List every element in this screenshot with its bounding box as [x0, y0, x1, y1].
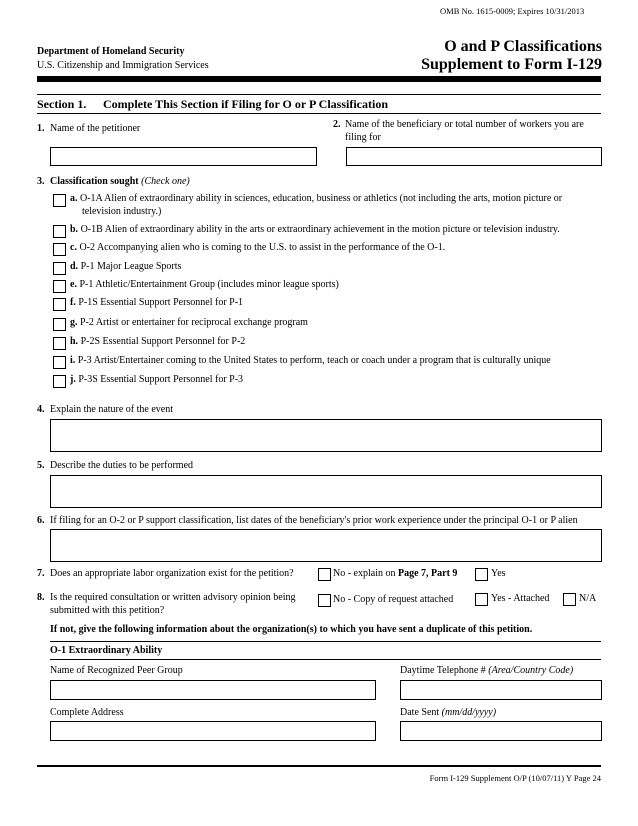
- q2-label: Name of the beneficiary or total number of workers you are: [345, 119, 584, 130]
- option-i-text: P-3 Artist/Entertainer coming to the United States to perform, teach or coach under a program that is culturally unique: [77, 355, 551, 366]
- option-b: [70, 224, 560, 235]
- footer-rule: [37, 765, 601, 767]
- option-d: [70, 261, 181, 272]
- q8-label-2: submitted with this petition?: [50, 605, 165, 616]
- date-hint: (mm/dd/yyyy): [441, 707, 497, 718]
- q6-label: If filing for an O-2 or P support classification, list dates of the beneficiary's prior work experience under the principal O-1 or P alien: [50, 515, 578, 526]
- option-b-text: O-1B Alien of extraordinary ability in the arts or extraordinary achievement in the motion picture or television industry.: [80, 224, 560, 235]
- option-i-letter: i.: [70, 355, 76, 366]
- option-e-text: P-1 Athletic/Entertainment Group (includes minor league sports): [79, 279, 339, 290]
- q8-no-checkbox[interactable]: [318, 594, 331, 607]
- option-j-letter: j.: [70, 374, 76, 385]
- section-label: Section 1.: [37, 97, 87, 111]
- q7-no-page-ref: Page 7, Part 9: [398, 568, 458, 579]
- peer-group-input[interactable]: [50, 680, 376, 700]
- q4-label: Explain the nature of the event: [50, 404, 174, 415]
- q7-yes-label: Yes: [491, 568, 506, 579]
- option-e-letter: e.: [70, 279, 77, 290]
- q7-no-label: [333, 568, 457, 579]
- option-g-letter: g.: [70, 317, 78, 328]
- option-c-letter: c.: [70, 242, 77, 253]
- address-input[interactable]: [50, 721, 376, 741]
- option-f: [70, 297, 243, 308]
- section-title: Complete This Section if Filing for O or P Classification: [103, 97, 388, 111]
- option-j: [70, 374, 243, 385]
- option-e-checkbox[interactable]: [53, 280, 66, 293]
- option-a-text: O-1A Alien of extraordinary ability in sciences, education, business or athletics (not including the arts, motion picture or: [80, 193, 563, 204]
- q3-hint: (Check one): [141, 176, 190, 187]
- option-d-letter: d.: [70, 261, 79, 272]
- q4-number: 4.: [37, 404, 45, 415]
- option-c-text: O-2 Accompanying alien who is coming to the U.S. to assist in the performance of the O-1.: [79, 242, 446, 253]
- q3-label-text: Classification sought: [50, 176, 139, 187]
- q7-number: 7.: [37, 568, 45, 579]
- date-sent-label: [400, 707, 496, 718]
- option-j-text: P-3S Essential Support Personnel for P-3: [78, 374, 244, 385]
- option-g-text: P-2 Artist or entertainer for reciprocal exchange program: [80, 317, 308, 328]
- prior-work-input[interactable]: [50, 529, 602, 562]
- q8-yes-label: Yes - Attached: [491, 593, 550, 604]
- option-d-text: P-1 Major League Sports: [80, 261, 182, 272]
- option-a-checkbox[interactable]: [53, 194, 66, 207]
- q1-number: 1.: [37, 123, 45, 134]
- option-c-checkbox[interactable]: [53, 243, 66, 256]
- q2-number: 2.: [333, 119, 341, 130]
- option-h: [70, 336, 245, 347]
- agency: U.S. Citizenship and Immigration Services: [37, 60, 209, 71]
- header-rule: [37, 76, 601, 82]
- section-rule-bottom: [37, 113, 601, 114]
- form-subtitle: Supplement to Form I-129: [421, 56, 602, 73]
- phone-label-text: Daytime Telephone #: [400, 665, 486, 676]
- option-b-checkbox[interactable]: [53, 225, 66, 238]
- q8-no-label: No - Copy of request attached: [333, 594, 454, 605]
- option-i: [70, 355, 551, 366]
- q8-na-checkbox[interactable]: [563, 593, 576, 606]
- option-f-text: P-1S Essential Support Personnel for P-1: [78, 297, 244, 308]
- petitioner-name-input[interactable]: [50, 147, 317, 166]
- q1-label: Name of the petitioner: [50, 123, 141, 134]
- q2-label-2: filing for: [345, 132, 381, 143]
- department: Department of Homeland Security: [37, 46, 185, 57]
- q5-label: Describe the duties to be performed: [50, 460, 194, 471]
- option-h-letter: h.: [70, 336, 79, 347]
- option-a-letter: a.: [70, 193, 78, 204]
- option-d-checkbox[interactable]: [53, 262, 66, 275]
- o1-rule-bottom: [50, 659, 601, 660]
- q5-number: 5.: [37, 460, 45, 471]
- o1-title: O-1 Extraordinary Ability: [50, 645, 163, 656]
- option-i-checkbox[interactable]: [53, 356, 66, 369]
- q8-number: 8.: [37, 592, 45, 603]
- event-nature-input[interactable]: [50, 419, 602, 452]
- q3-label: [50, 176, 190, 187]
- date-label-text: Date Sent: [400, 707, 440, 718]
- option-h-text: P-2S Essential Support Personnel for P-2: [80, 336, 246, 347]
- q8-na-label: N/A: [579, 593, 597, 604]
- q8-label: Is the required consultation or written advisory opinion being: [50, 592, 296, 603]
- option-j-checkbox[interactable]: [53, 375, 66, 388]
- option-c: [70, 242, 445, 253]
- beneficiary-name-input[interactable]: [346, 147, 602, 166]
- q7-label: Does an appropriate labor organization exist for the petition?: [50, 568, 294, 579]
- option-g: [70, 317, 308, 328]
- omb-number: OMB No. 1615-0009; Expires 10/31/2013: [440, 6, 585, 16]
- q7-no-text: No - explain on: [333, 568, 396, 579]
- section-rule: [37, 94, 601, 95]
- phone-label: [400, 665, 573, 676]
- option-f-checkbox[interactable]: [53, 298, 66, 311]
- address-label: Complete Address: [50, 707, 124, 718]
- form-title: O and P Classifications: [444, 38, 602, 55]
- option-a-cont: television industry.): [82, 206, 162, 217]
- option-g-checkbox[interactable]: [53, 318, 66, 331]
- o1-rule-top: [50, 641, 601, 642]
- date-sent-input[interactable]: [400, 721, 602, 741]
- option-a: [70, 193, 562, 204]
- option-b-letter: b.: [70, 224, 79, 235]
- if-not-instruction: If not, give the following information about the organization(s) to which you have sent a duplicate of this petition.: [50, 624, 533, 635]
- option-h-checkbox[interactable]: [53, 337, 66, 350]
- phone-input[interactable]: [400, 680, 602, 700]
- q6-number: 6.: [37, 515, 45, 526]
- q7-yes-checkbox[interactable]: [475, 568, 488, 581]
- q3-number: 3.: [37, 176, 45, 187]
- q7-no-checkbox[interactable]: [318, 568, 331, 581]
- option-e: [70, 279, 339, 290]
- peer-group-label: Name of Recognized Peer Group: [50, 665, 183, 676]
- q8-yes-checkbox[interactable]: [475, 593, 488, 606]
- duties-input[interactable]: [50, 475, 602, 508]
- footer-text: Form I-129 Supplement O/P (10/07/11) Y Page 24: [429, 773, 601, 783]
- phone-hint: (Area/Country Code): [488, 665, 574, 676]
- option-f-letter: f.: [70, 297, 76, 308]
